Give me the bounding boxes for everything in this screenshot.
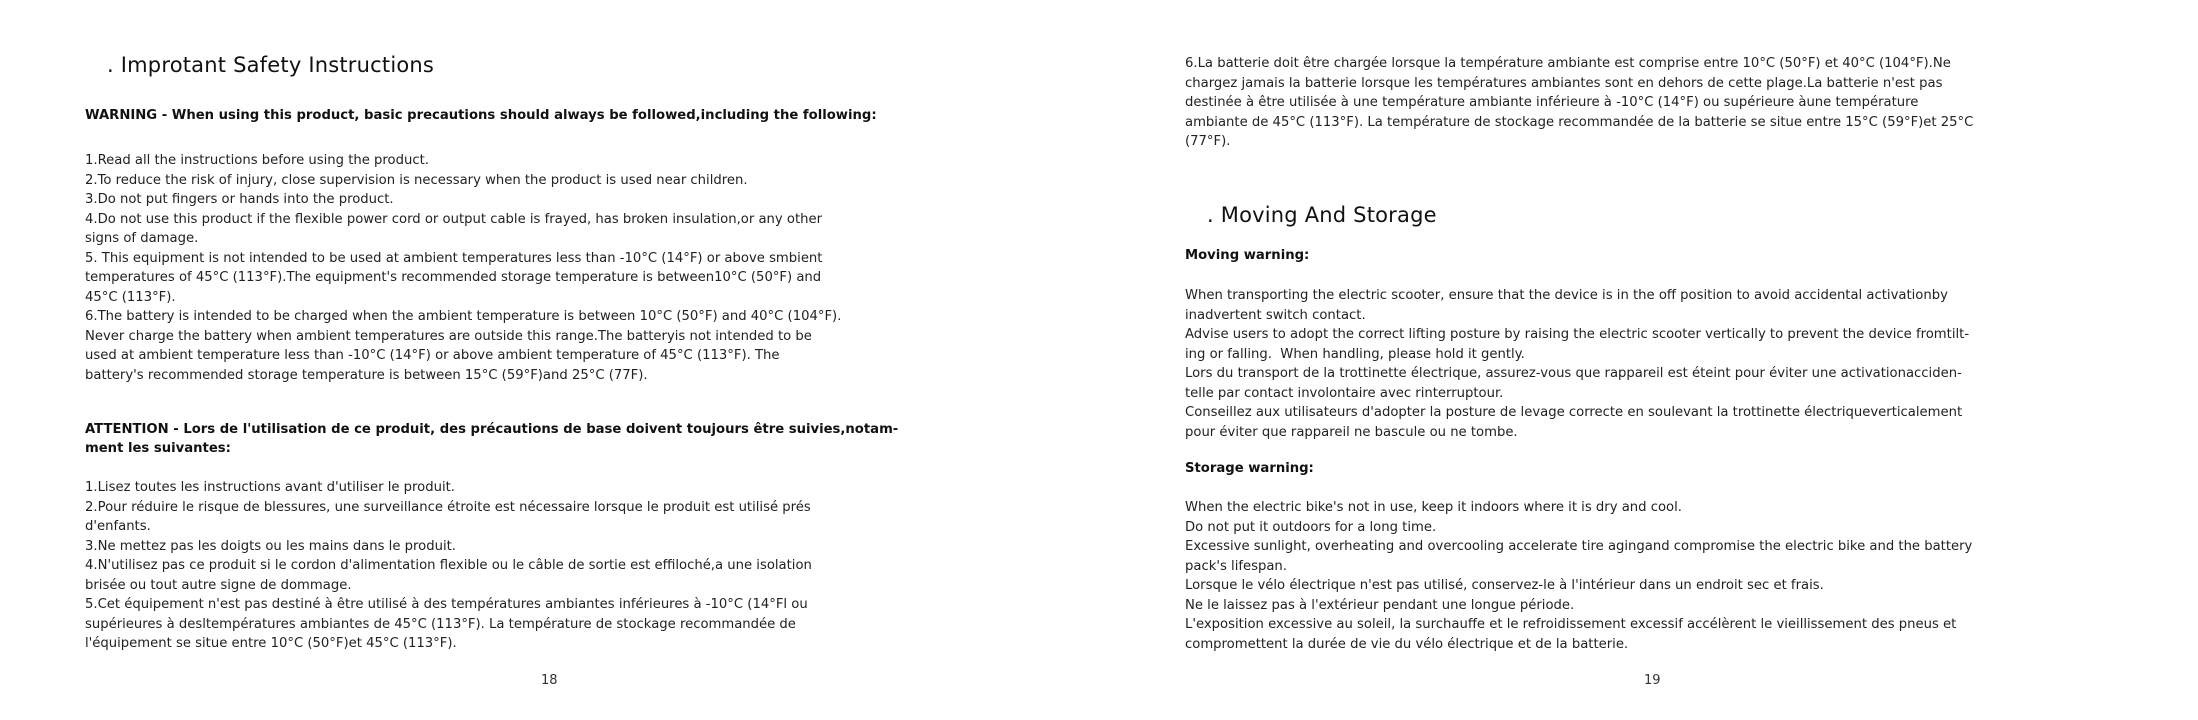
text-line: used at ambient temperature less than -10°C (14°F) or above ambient temperature of 45°C (113°F). The: [85, 348, 780, 363]
text-line: l'équipement se situe entre 10°C (50°F)et 45°C (113°F).: [85, 636, 457, 651]
text-line: 6.La batterie doit être chargée lorsque la température ambiante est comprise entre 10°C (50°F) et 40°C (104°F).Ne: [1185, 56, 1951, 71]
attention-heading: [85, 420, 898, 458]
text-line: chargez jamais la batterie lorsque les températures ambiantes sont en dehors de cette plage.La batterie n'est pas: [1185, 75, 1943, 91]
text-line: battery's recommended storage temperature is between 15°C (59°F)and 25°C (77F).: [85, 367, 648, 383]
text-line: Lors du transport de la trottinette électrique, assurez-vous que rappareil est éteint pour éviter une activationacciden-: [1185, 366, 1962, 381]
text-line: ATTENTION - Lors de l'utilisation de ce produit, des précautions de base doivent toujours être suivies,notam-: [85, 422, 899, 437]
text-line: L'exposition excessive au soleil, la surchauffe et le refroidissement excessif accélèrent le vieillissement des pneus et: [1185, 617, 1957, 632]
text-line: Lorsque le vélo électrique n'est pas utilisé, conservez-le à l'intérieur dans un endroit sec et frais.: [1185, 578, 1824, 593]
text-line: inadvertent switch contact.: [1185, 307, 1366, 323]
text-line: 3.Ne mettez pas les doigts ou les mains dans le produit.: [85, 538, 456, 554]
text-line: 6.The battery is intended to be charged when the ambient temperature is between 10°C (50°F) and 40°C (104°F).: [85, 309, 842, 324]
text-line: compromettent la durée de vie du vélo électrique et de la batterie.: [1185, 636, 1629, 652]
storage-heading: Storage warning:: [1185, 461, 1314, 476]
text-line: ment les suivantes:: [85, 441, 231, 456]
text-line: When transporting the electric scooter, ensure that the device is in the off position to avoid accidental activationby: [1185, 288, 1948, 303]
text-line: 4.Do not use this product if the flexible power cord or output cable is frayed, has broken insulation,or any other: [85, 211, 823, 227]
text-line: 45°C (113°F).: [85, 289, 176, 305]
moving-list: [1185, 286, 1969, 442]
text-line: Conseillez aux utilisateurs d'adopter la posture de levage correcte en soulevant la trottinette électriqueverticalement: [1185, 405, 1963, 420]
text-line: Never charge the battery when ambient temperatures are outside this range.The batteryis not intended to be: [85, 328, 812, 344]
text-line: 3.Do not put fingers or hands into the product.: [85, 192, 394, 207]
text-line: 1.Lisez toutes les instructions avant d'utiliser le produit.: [85, 480, 455, 495]
right-page: [1099, 0, 2198, 720]
section-title-moving-storage: . Moving And Storage: [1207, 203, 1437, 227]
text-line: signs of damage.: [85, 231, 199, 246]
text-line: destinée à être utilisée à une température ambiante inférieure à -10°C (14°F) ou supérieure àune température: [1185, 95, 1919, 110]
text-line: Advise users to adopt the correct lifting posture by raising the electric scooter vertically to prevent the device fromtilt-: [1185, 327, 1970, 342]
text-line: 2.To reduce the risk of injury, close supervision is necessary when the product is used near children.: [85, 172, 748, 188]
text-line: 2.Pour réduire le risque de blessures, une surveillance étroite est nécessaire lorsque le produit est utilisé prés: [85, 499, 811, 515]
text-line: When the electric bike's not in use, keep it indoors where it is dry and cool.: [1185, 500, 1682, 515]
text-line: ambiante de 45°C (113°F). La température de stockage recommandée de la batterie se situe entre 15°C (59°F)et 25°C: [1185, 114, 1974, 130]
text-line: Do not put it outdoors for a long time.: [1185, 519, 1437, 535]
section-title-safety: . Improtant Safety Instructions: [107, 53, 435, 77]
battery-paragraph: [1185, 54, 1973, 152]
warning-heading: WARNING - When using this product, basic precautions should always be followed,including the following:: [85, 108, 877, 123]
attention-list: [85, 478, 812, 654]
warning-list: [85, 151, 841, 385]
text-line: ing or falling. When handling, please hold it gently.: [1185, 346, 1525, 362]
text-line: temperatures of 45°C (113°F).The equipment's recommended storage temperature is between10°C (50°F) and: [85, 270, 822, 285]
text-line: (77°F).: [1185, 134, 1231, 149]
text-line: telle par contact involontaire avec rinterruptour.: [1185, 385, 1504, 401]
text-line: brisée ou tout autre signe de dommage.: [85, 577, 352, 593]
text-line: pour éviter que rappareil ne bascule ou ne tombe.: [1185, 424, 1518, 440]
text-line: 5. This equipment is not intended to be used at ambient temperatures less than -10°C (14°F) or above smbient: [85, 250, 823, 266]
moving-heading: Moving warning:: [1185, 248, 1310, 263]
text-line: d'enfants.: [85, 519, 151, 534]
storage-list: [1185, 498, 1972, 654]
text-line: 5.Cet équipement n'est pas destiné à être utilisé à des températures ambiantes inférieures à -10°C (14°Fl ou: [85, 597, 808, 612]
text-line: pack's lifespan.: [1185, 558, 1287, 574]
text-line: supérieures à desltempératures ambiantes de 45°C (113°F). La température de stockage recommandée de: [85, 616, 796, 632]
text-line: 1.Read all the instructions before using the product.: [85, 153, 429, 168]
page-number-right: 19: [1644, 673, 1661, 688]
page-number-left: 18: [541, 673, 558, 688]
text-line: 4.N'utilisez pas ce produit si le cordon d'alimentation flexible ou le câble de sortie est effiloché,a une isolation: [85, 558, 812, 573]
text-line: Ne le laissez pas à l'extérieur pendant une longue période.: [1185, 597, 1575, 613]
text-line: Excessive sunlight, overheating and overcooling accelerate tire agingand compromise the electric bike and the battery: [1185, 539, 1973, 554]
